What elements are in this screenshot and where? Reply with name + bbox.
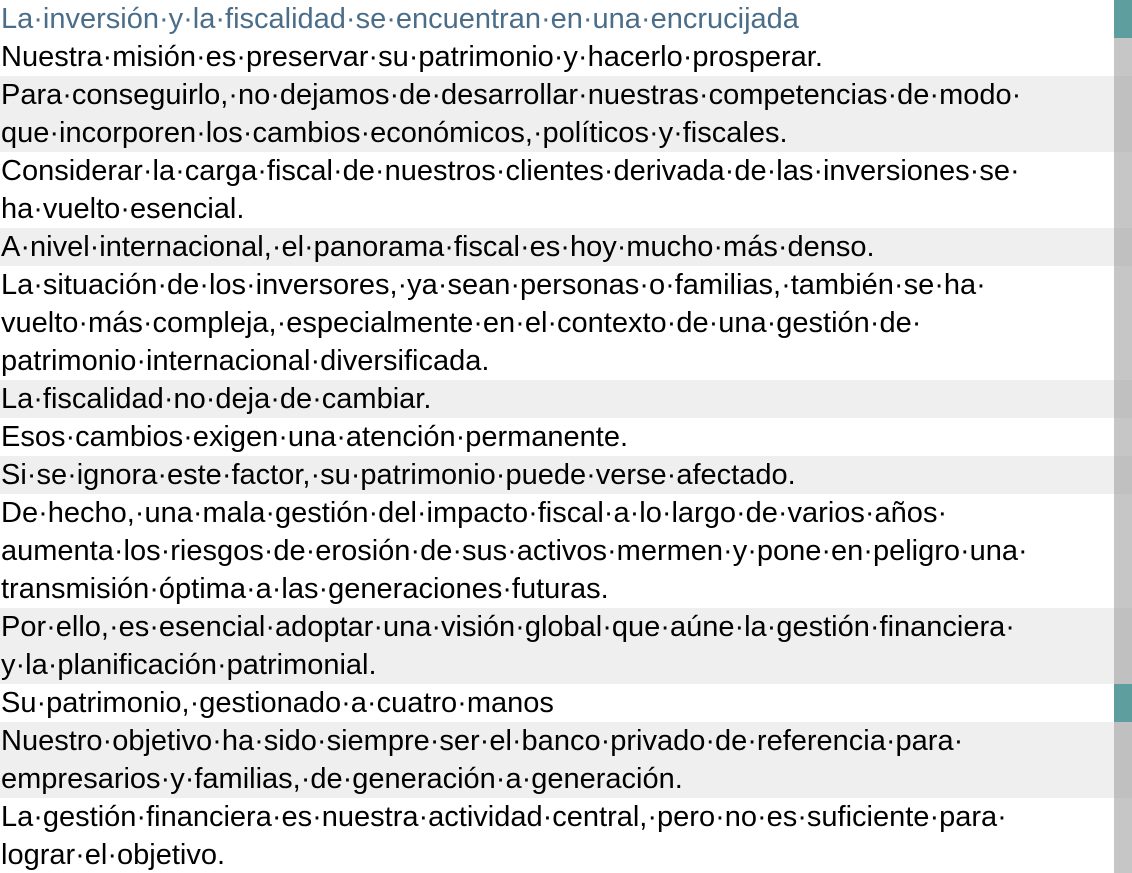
segment-status-marker bbox=[1114, 494, 1132, 608]
segment-row[interactable] bbox=[0, 76, 1132, 152]
segment-row[interactable] bbox=[0, 152, 1132, 228]
segment-status-marker bbox=[1114, 0, 1132, 38]
segment-row[interactable] bbox=[0, 228, 1132, 266]
segment-text[interactable]: Nuestra·misión·es·preservar·su·patrimonio·y·hacerlo·prosperar. bbox=[1, 41, 823, 73]
segment-text[interactable]: La·fiscalidad·no·deja·de·cambiar. bbox=[1, 383, 432, 415]
segment-row[interactable] bbox=[0, 722, 1132, 798]
segment-text[interactable]: Nuestro·objetivo·ha·sido·siempre·ser·el·banco·privado·de·referencia·para· empresarios·y·familias,·de·generación·a·generación. bbox=[1, 725, 964, 795]
segment-row[interactable] bbox=[0, 798, 1132, 873]
segment-text[interactable]: Para·conseguirlo,·no·dejamos·de·desarrollar·nuestras·competencias·de·modo· que·incorporen·los·cambios·económicos,·políticos·y·fiscales. bbox=[1, 79, 1022, 149]
segment-text[interactable]: Considerar·la·carga·fiscal·de·nuestros·clientes·derivada·de·las·inversiones·se· ha·vuelto·esencial. bbox=[1, 155, 1020, 225]
segment-row[interactable] bbox=[0, 494, 1132, 608]
segment-text[interactable]: Si·se·ignora·este·factor,·su·patrimonio·puede·verse·afectado. bbox=[1, 459, 796, 491]
segment-status-marker bbox=[1114, 266, 1132, 380]
segment-text[interactable]: Por·ello,·es·esencial·adoptar·una·visión·global·que·aúne·la·gestión·financiera· y·la·planificación·patrimonial. bbox=[1, 611, 1015, 681]
segment-status-marker bbox=[1114, 684, 1132, 722]
segment-row[interactable] bbox=[0, 684, 1132, 722]
segment-status-marker bbox=[1114, 608, 1132, 684]
segment-row[interactable] bbox=[0, 266, 1132, 380]
segment-status-marker bbox=[1114, 456, 1132, 494]
segment-status-marker bbox=[1114, 380, 1132, 418]
segment-row[interactable] bbox=[0, 0, 1132, 38]
segment-status-marker bbox=[1114, 418, 1132, 456]
segment-text[interactable]: A·nivel·internacional,·el·panorama·fiscal·es·hoy·mucho·más·denso. bbox=[1, 231, 875, 263]
segment-status-marker bbox=[1114, 76, 1132, 152]
segment-status-marker bbox=[1114, 38, 1132, 76]
segment-row[interactable] bbox=[0, 38, 1132, 76]
segment-text[interactable]: La·inversión·y·la·fiscalidad·se·encuentran·en·una·encrucijada bbox=[1, 3, 799, 35]
segment-status-marker bbox=[1114, 798, 1132, 873]
segment-row[interactable] bbox=[0, 380, 1132, 418]
segment-status-marker bbox=[1114, 722, 1132, 798]
segment-text[interactable]: Su·patrimonio,·gestionado·a·cuatro·manos bbox=[1, 687, 554, 719]
segment-status-marker bbox=[1114, 228, 1132, 266]
segment-row[interactable] bbox=[0, 418, 1132, 456]
segment-text[interactable]: De·hecho,·una·mala·gestión·del·impacto·fiscal·a·lo·largo·de·varios·años· aumenta·los·riesgos·de·erosión·de·sus·activos·mermen·y·pone·en·peligro·una· transmisión·óptima·a·las·generaciones·futuras. bbox=[1, 497, 1028, 605]
segment-text[interactable]: Esos·cambios·exigen·una·atención·permanente. bbox=[1, 421, 629, 453]
segment-row[interactable] bbox=[0, 456, 1132, 494]
segment-row[interactable] bbox=[0, 608, 1132, 684]
segment-status-marker bbox=[1114, 152, 1132, 228]
segment-text[interactable]: La·gestión·financiera·es·nuestra·actividad·central,·pero·no·es·suficiente·para· lograr·el·objetivo. bbox=[1, 801, 1007, 871]
segment-text[interactable]: La·situación·de·los·inversores,·ya·sean·personas·o·familias,·también·se·ha· vuelto·más·compleja,·especialmente·en·el·contexto·de·una·gestión·de· patrimonio·internacional·diversificada. bbox=[1, 269, 986, 377]
